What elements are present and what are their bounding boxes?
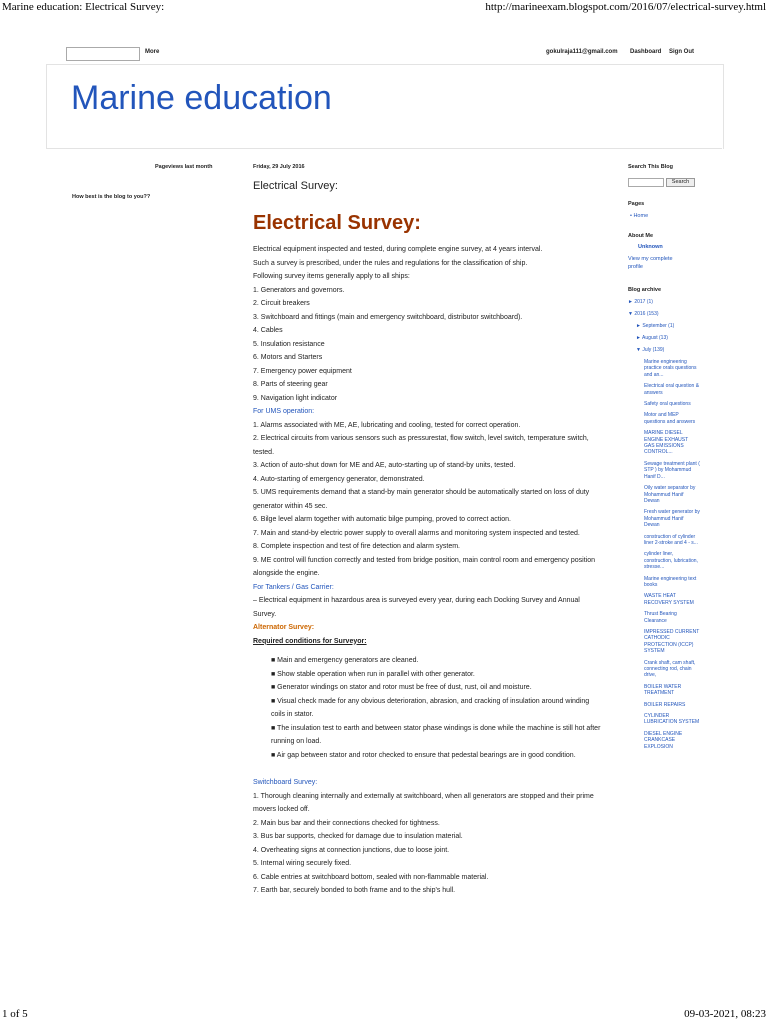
intro-line: Following survey items generally apply to all ships: [253,273,410,280]
ums-section-title: For UMS operation: [253,408,315,415]
alternator-bullet: ■ The insulation test to earth and between stator phase windings is done while the machine is still hot after running on load. [271,724,601,745]
archive-post-link[interactable]: Thrust Bearing Clearance [644,611,677,624]
archive-post-link[interactable]: Safety oral questions [644,401,691,408]
archive-post-link[interactable]: Motor and MEP questions and answers [644,412,696,425]
print-datetime: 09-03-2021, 08:23 [684,1008,766,1020]
post-title[interactable]: Electrical Survey: [253,180,338,192]
right-sidebar [628,164,720,755]
required-conditions-title: Required conditions for Surveyor: [253,637,367,645]
navbar-user-email: gokulraja111@gmail.com [546,49,618,55]
archive-post-link[interactable]: Electrical oral question & answers [644,383,700,396]
archive-post-link[interactable]: Oily water separator by Mohammud Hanif Dewan [644,485,696,504]
ums-item: 3. Action of auto-shut down for ME and AE, auto-starting up of stand-by units, tested. [253,462,516,469]
archive-list [628,299,720,750]
navbar-dashboard-link[interactable]: Dashboard [630,49,662,55]
blog-search-button[interactable]: Search [666,178,695,187]
archive-widget-title: Blog archive [628,287,662,293]
intro-line: 9. Navigation light indicator [253,394,338,402]
print-url: http://marineexam.blogspot.com/2016/07/electrical-survey.html [485,1,766,13]
switchboard-item: 4. Overheating signs at connection junctions, due to loose joint. [253,846,450,854]
header-divider [46,148,722,149]
archive-post-link[interactable]: BOILER WATER TREATMENT [644,683,682,697]
archive-post-link[interactable]: cylinder liner, construction, lubrication, stresse... [644,551,698,571]
pages-home-link[interactable]: • Home [630,213,649,219]
archive-post-link[interactable]: CYLINDER LUBRICATION SYSTEM [644,713,700,726]
archive-post-link[interactable]: BOILER REPAIRS [644,701,686,708]
post-area [253,164,603,898]
ums-item: 9. ME control will function correctly and tested from bridge position, main control room and emergency position alongside the engine. [253,556,595,577]
archive-post-link[interactable]: MARINE DIESEL ENGINE EXHAUST GAS EMISSIONS CONTROL... [644,430,689,456]
switchboard-item: 5. Internal wiring securely fixed. [253,860,352,867]
switchboard-item: 2. Main bus bar and their connections checked for tightness. [253,819,440,827]
archive-july[interactable]: ▼ July (139) [636,347,665,353]
intro-list [253,243,603,405]
ums-item: 6. Bilge level alarm together with automatic bilge pumping, proved to correct action. [253,516,511,523]
poll-widget-title: How best is the blog to you?? [72,194,151,200]
intro-line: 1. Generators and governors. [253,286,345,294]
navbar-more-link[interactable]: More [145,49,160,55]
alternator-bullet: ■ Generator windings on stator and rotor must be free of dust, rust, oil and moisture. [271,684,532,691]
ums-item: 1. Alarms associated with ME, AE, lubricating and cooling, tested for correct operation. [253,421,521,429]
archive-post-link[interactable]: DIESEL ENGINE CRANKCASE EXPLOSION [644,730,683,750]
ums-item: 5. UMS requirements demand that a stand-by main generator should be automatically started on loss of duty generator within 45 sec. [253,489,590,510]
archive-august[interactable]: ► August (13) [636,335,668,341]
blogger-navbar [60,46,722,62]
alternator-section-title: Alternator Survey: [253,624,315,631]
archive-post-link[interactable]: Marine engineering text books [644,575,697,588]
post-heading: Electrical Survey: [253,212,421,234]
navbar-signout-link[interactable]: Sign Out [669,49,694,55]
archive-post-link[interactable]: IMPRESSED CURRENT CATHODIC PROTECTION (ICCP) SYSTEM [644,629,700,655]
intro-line: Such a survey is prescribed, under the rules and regulations for the classification of ship. [253,259,528,267]
search-widget-title: Search This Blog [628,164,673,170]
ums-item: 4. Auto-starting of emergency generator, demonstrated. [253,475,425,483]
tanker-text: – Electrical equipment in hazardous area is surveyed every year, during each Docking Survey and Annual Survey. [253,597,580,618]
alternator-bullet: ■ Air gap between stator and rotor checked to ensure that pedestal bearings are in good condition. [271,751,576,759]
intro-line: 6. Motors and Starters [253,354,323,361]
archive-post-link[interactable]: Fresh water generator by Mohammud Hanif Dewan [644,509,700,529]
ums-list [253,419,603,581]
switchboard-item: 1. Thorough cleaning internally and externally at switchboard, when all generators are stopped and their prime movers locked off. [253,792,594,813]
ums-item: 8. Complete inspection and test of fire detection and alarm system. [253,543,460,550]
archive-post-link[interactable]: WASTE HEAT RECOVERY SYSTEM [644,593,694,606]
alternator-bullets [271,654,603,762]
switchboard-item: 3. Bus bar supports, checked for damage due to insulation material. [253,833,463,840]
archive-september[interactable]: ► September (1) [636,323,675,329]
blog-title[interactable]: Marine education [71,79,332,117]
intro-line: 7. Emergency power equipment [253,367,352,375]
pages-widget-title: Pages [628,201,645,207]
intro-line: 2. Circuit breakers [253,300,310,307]
archive-post-link[interactable]: construction of cylinder liner 2-stroke and 4 - s... [644,533,698,546]
blog-header [46,64,724,149]
ums-item: 2. Electrical circuits from various sensors such as pressurestat, flow switch, level switch, temperature switch, tested. [253,435,589,456]
tanker-section-title: For Tankers / Gas Carrier: [253,583,334,591]
print-header [2,1,766,15]
print-page-count: 1 of 5 [2,1008,28,1020]
alternator-bullet: ■ Show stable operation when run in parallel with other generator. [271,670,475,678]
blog-search [628,178,720,188]
pageviews-widget-title: Pageviews last month [155,164,213,170]
intro-line: 4. Cables [253,327,283,334]
switchboard-section-title: Switchboard Survey: [253,779,318,786]
print-page-title: Marine education: Electrical Survey: [2,1,165,13]
switchboard-list [253,790,603,898]
intro-line: 8. Parts of steering gear [253,381,328,388]
about-name-link[interactable]: Unknown [638,244,663,250]
blog-search-input[interactable] [628,178,664,187]
july-posts [628,359,700,750]
print-footer [2,1008,766,1022]
post-body [253,243,603,898]
intro-line: Electrical equipment inspected and tested, during complete engine survey, at 4 years interval. [253,246,543,253]
post-date: Friday, 29 July 2016 [253,164,305,170]
intro-line: 5. Insulation resistance [253,340,325,348]
alternator-bullet: ■ Visual check made for any obvious deterioration, abrasion, and cracking of insulation around winding coils in stator. [271,697,590,718]
profile-link[interactable]: View my complete profile [628,256,673,270]
archive-post-link[interactable]: Crank shaft, cam shaft, connecting rod, chain drive, [644,659,696,679]
archive-2016[interactable]: ▼ 2016 (153) [628,311,659,317]
ums-item: 7. Main and stand-by electric power supply to overall alarms and monitoring system inspected and tested. [253,529,580,537]
archive-post-link[interactable]: Marine engineering practice orals questions and an... [644,359,697,378]
intro-line: 3. Switchboard and fittings (main and emergency switchboard, distributor switchboard). [253,313,523,321]
alternator-bullet: ■ Main and emergency generators are cleaned. [271,657,419,664]
switchboard-item: 7. Earth bar, securely bonded to both frame and to the ship's hull. [253,887,456,894]
navbar-search-input[interactable] [66,47,140,61]
archive-2017[interactable]: ► 2017 (1) [628,299,653,305]
switchboard-item: 6. Cable entries at switchboard bottom, sealed with non-flammable material. [253,873,489,881]
about-widget-title: About Me [628,233,654,239]
archive-post-link[interactable]: Sewage treatment plant ( STP ) by Mohammud Hanif D... [644,460,700,480]
